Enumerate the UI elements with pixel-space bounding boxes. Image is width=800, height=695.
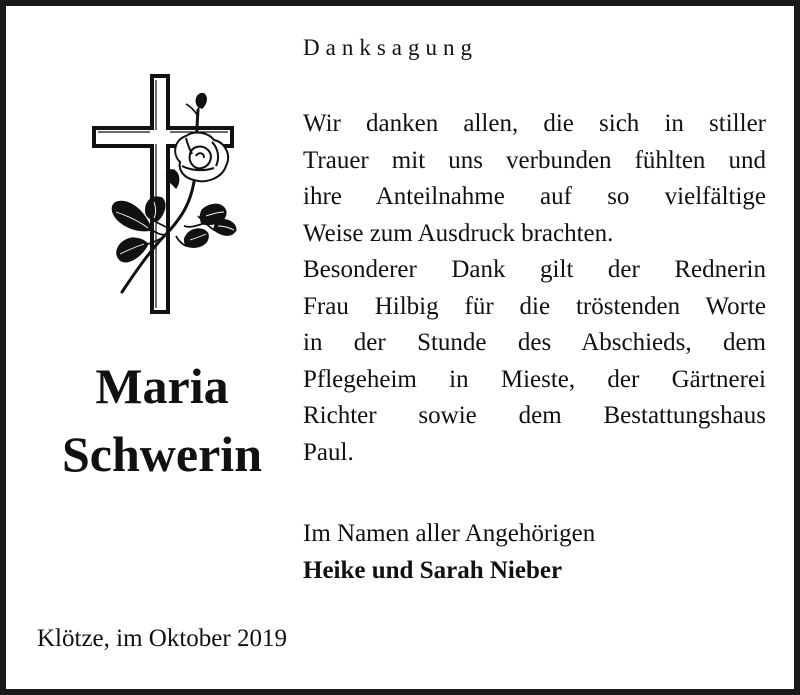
body-line: Paul.: [303, 438, 354, 466]
body-line: Richter sowie dem Bestattungshaus: [303, 402, 766, 429]
body-line: Weise zum Ausdruck brachten.: [303, 219, 614, 247]
body-line: in der Stunde des Abschieds, dem: [303, 329, 766, 356]
body-line: Trauer mit uns verbunden fühlten und: [303, 146, 766, 174]
notice-heading: Danksagung: [303, 35, 478, 60]
body-line: Frau Hilbig für die tröstenden Worte: [303, 292, 766, 320]
thank-you-text: [303, 106, 766, 471]
closing-block: [303, 516, 595, 589]
body-line: Wir danken allen, die sich in stiller: [303, 110, 766, 137]
signers: Heike und Sarah Nieber: [303, 556, 563, 584]
deceased-name: [26, 352, 298, 488]
body-line: ihre Anteilnahme auf so vielfältige: [303, 183, 766, 210]
body-line: Pflegeheim in Mieste, der Gärtnerei: [303, 365, 766, 393]
place-and-date: Klötze, im Oktober 2019: [37, 625, 287, 652]
deceased-last-name: Schwerin: [62, 426, 262, 482]
body-line: Besonderer Dank gilt der Rednerin: [303, 256, 766, 283]
on-behalf-line: Im Namen aller Angehörigen: [303, 520, 596, 547]
deceased-first-name: Maria: [95, 358, 229, 414]
cross-with-rose-icon: [86, 70, 246, 315]
